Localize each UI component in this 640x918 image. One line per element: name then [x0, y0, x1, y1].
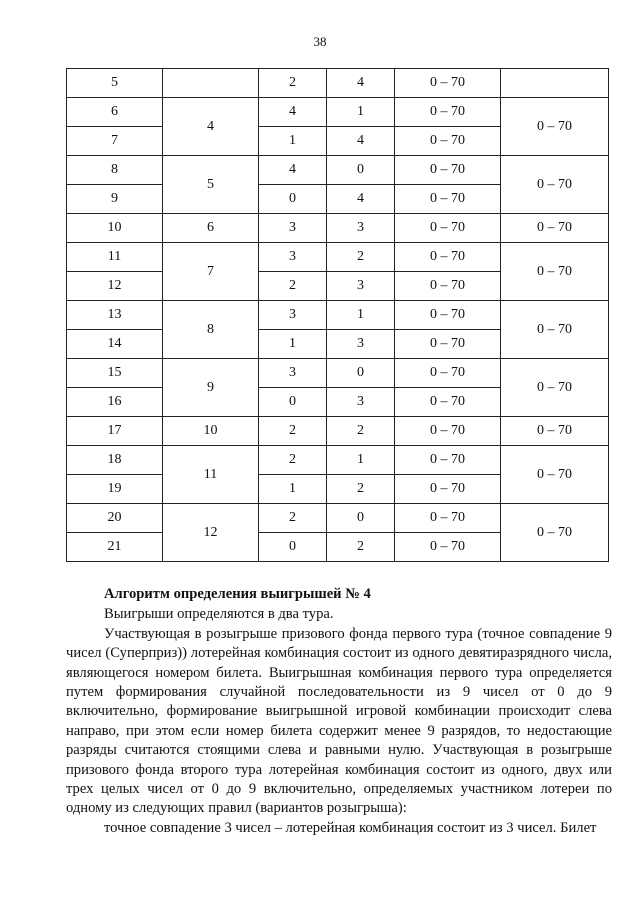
table-cell: 3 — [327, 214, 395, 243]
table-cell: 3 — [259, 243, 327, 272]
table-cell: 12 — [163, 504, 259, 562]
paragraph: Участвующая в розыгрыше призового фонда первого тура (точное совпадение 9 чисел (Суперприз)) лотерейная комбинация состоит из одного девятиразрядного числа, являющегося номером билета. Выигрышная комбинация первого тура определяется путем формирования случайной последовательности из 9 чисел от 0 до 9 включительно, формирование выигрышной игровой комбинации происходит слева направо, при этом если номер билета содержит менее 9 разрядов, то недостающие разряды считаются стоящими слева и равными нулю. Участвующая в розыгрыше призового фонда второго тура лотерейная комбинация состоит из одного, двух или трех целых чисел от 0 до 9 включительно, определяемых участником лотереи по одному из следующих правил (вариантов розыгрыша): — [66, 625, 612, 817]
table-cell: 3 — [327, 388, 395, 417]
table-cell: 0 – 70 — [395, 69, 501, 98]
table-row — [67, 417, 609, 446]
table-cell: 12 — [67, 272, 163, 301]
table-row — [67, 214, 609, 243]
table-cell: 7 — [67, 127, 163, 156]
table-cell: 2 — [327, 243, 395, 272]
table-cell — [163, 69, 259, 98]
table-cell: 0 — [259, 388, 327, 417]
table-cell: 0 – 70 — [501, 98, 609, 156]
table-cell: 0 – 70 — [395, 330, 501, 359]
table-cell: 8 — [67, 156, 163, 185]
table-cell: 1 — [327, 301, 395, 330]
table-cell: 0 – 70 — [395, 475, 501, 504]
table-cell: 0 – 70 — [395, 243, 501, 272]
table-cell: 21 — [67, 533, 163, 562]
table-cell: 2 — [259, 504, 327, 533]
table-row — [67, 504, 609, 533]
table-cell — [501, 69, 609, 98]
table-cell: 2 — [259, 272, 327, 301]
table-cell: 14 — [67, 330, 163, 359]
table-cell: 9 — [67, 185, 163, 214]
table-cell: 0 – 70 — [395, 359, 501, 388]
table-row — [67, 156, 609, 185]
table-cell: 3 — [327, 272, 395, 301]
table-cell: 10 — [67, 214, 163, 243]
table-cell: 1 — [259, 475, 327, 504]
table-cell: 0 – 70 — [501, 243, 609, 301]
table-cell: 17 — [67, 417, 163, 446]
table-cell: 0 – 70 — [395, 388, 501, 417]
table-row — [67, 446, 609, 475]
document-text — [66, 585, 612, 838]
table-cell: 0 – 70 — [395, 214, 501, 243]
table-cell: 19 — [67, 475, 163, 504]
table-cell: 0 – 70 — [501, 301, 609, 359]
table-cell: 4 — [259, 98, 327, 127]
lottery-table — [66, 68, 609, 562]
table-cell: 20 — [67, 504, 163, 533]
paragraph: точное совпадение 3 чисел – лотерейная комбинация состоит из 3 чисел. Билет — [104, 819, 597, 836]
table-cell: 0 – 70 — [395, 127, 501, 156]
table-row — [67, 98, 609, 127]
table-cell: 1 — [327, 446, 395, 475]
table-cell: 1 — [259, 127, 327, 156]
table-cell: 2 — [259, 446, 327, 475]
table-cell: 4 — [259, 156, 327, 185]
table-cell: 9 — [163, 359, 259, 417]
table-cell: 0 – 70 — [395, 504, 501, 533]
table-cell: 4 — [327, 185, 395, 214]
table-cell: 2 — [327, 417, 395, 446]
page-number: 38 — [313, 34, 327, 49]
table-cell: 2 — [327, 533, 395, 562]
table-cell: 3 — [327, 330, 395, 359]
table-row — [67, 359, 609, 388]
table-cell: 4 — [327, 69, 395, 98]
table-cell: 0 – 70 — [395, 98, 501, 127]
table-cell: 3 — [259, 359, 327, 388]
table-cell: 2 — [327, 475, 395, 504]
table-cell: 0 – 70 — [501, 359, 609, 417]
table-cell: 0 – 70 — [395, 272, 501, 301]
table-cell: 10 — [163, 417, 259, 446]
table-row — [67, 301, 609, 330]
table-cell: 13 — [67, 301, 163, 330]
table-cell: 0 — [259, 533, 327, 562]
table-cell: 15 — [67, 359, 163, 388]
paragraph: Выигрыши определяются в два тура. — [104, 606, 334, 623]
table-cell: 0 — [327, 504, 395, 533]
table-cell: 8 — [163, 301, 259, 359]
lottery-table-body — [67, 69, 609, 562]
table-cell: 0 – 70 — [395, 533, 501, 562]
table-cell: 0 – 70 — [395, 446, 501, 475]
table-cell: 0 – 70 — [501, 504, 609, 562]
table-cell: 18 — [67, 446, 163, 475]
table-cell: 1 — [259, 330, 327, 359]
table-cell: 0 – 70 — [501, 417, 609, 446]
table-cell: 11 — [67, 243, 163, 272]
table-cell: 0 – 70 — [395, 185, 501, 214]
table-cell: 0 – 70 — [501, 214, 609, 243]
table-cell: 3 — [259, 301, 327, 330]
table-cell: 11 — [163, 446, 259, 504]
table-cell: 0 – 70 — [501, 446, 609, 504]
table-cell: 0 – 70 — [395, 156, 501, 185]
table-row — [67, 243, 609, 272]
table-row — [67, 69, 609, 98]
table-cell: 16 — [67, 388, 163, 417]
table-cell: 5 — [163, 156, 259, 214]
table-cell: 3 — [259, 214, 327, 243]
table-cell: 7 — [163, 243, 259, 301]
table-cell: 4 — [327, 127, 395, 156]
table-cell: 6 — [163, 214, 259, 243]
table-cell: 0 — [327, 359, 395, 388]
table-cell: 1 — [327, 98, 395, 127]
section-heading: Алгоритм определения выигрышей № 4 — [104, 586, 371, 602]
table-cell: 0 – 70 — [395, 301, 501, 330]
table-cell: 0 — [259, 185, 327, 214]
table-cell: 2 — [259, 417, 327, 446]
table-cell: 0 — [327, 156, 395, 185]
table-cell: 5 — [67, 69, 163, 98]
table-cell: 6 — [67, 98, 163, 127]
table-cell: 4 — [163, 98, 259, 156]
table-cell: 0 – 70 — [395, 417, 501, 446]
table-cell: 0 – 70 — [501, 156, 609, 214]
table-cell: 2 — [259, 69, 327, 98]
